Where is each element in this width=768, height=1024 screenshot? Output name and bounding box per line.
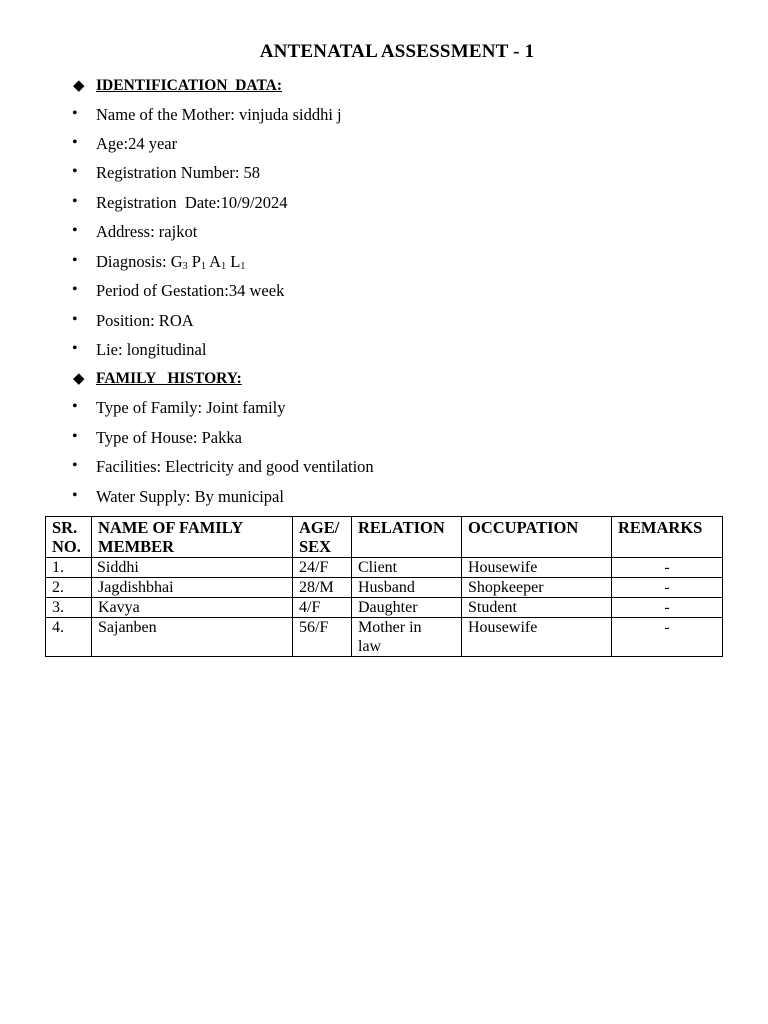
identification-heading: IDENTIFICATION DATA: bbox=[96, 77, 283, 94]
diagnosis bbox=[96, 252, 245, 272]
header-sr-line2: NO. bbox=[52, 537, 81, 556]
relation-line1: Mother in bbox=[358, 619, 422, 636]
cell-sr: 1. bbox=[46, 558, 92, 578]
bullet-icon: • bbox=[72, 398, 78, 415]
table-row bbox=[46, 558, 723, 578]
bullet-icon: • bbox=[72, 134, 78, 151]
cell-occupation: Housewife bbox=[462, 558, 612, 578]
header-occupation: OCCUPATION bbox=[462, 517, 612, 558]
address: Address: rajkot bbox=[96, 222, 198, 241]
living-letter: L bbox=[230, 252, 241, 271]
header-age-sex bbox=[293, 517, 352, 558]
age: Age:24 year bbox=[96, 134, 178, 153]
abortion-letter: A bbox=[209, 252, 222, 271]
cell-age-sex: 56/F bbox=[293, 618, 352, 657]
cell-relation bbox=[352, 618, 462, 657]
cell-occupation: Housewife bbox=[462, 618, 612, 657]
header-name bbox=[92, 517, 293, 558]
bullet-icon: • bbox=[72, 487, 78, 504]
water-supply: Water Supply: By municipal bbox=[96, 487, 284, 506]
bullet-icon: • bbox=[72, 428, 78, 445]
position: Position: ROA bbox=[96, 311, 194, 330]
lie: Lie: longitudinal bbox=[96, 340, 207, 359]
header-name-line1: NAME OF FAMILY bbox=[98, 518, 244, 537]
cell-sr: 4. bbox=[46, 618, 92, 657]
bullet-icon: • bbox=[72, 222, 78, 239]
table-header-row bbox=[46, 517, 723, 558]
bullet-icon: • bbox=[72, 281, 78, 298]
gravida-letter: G bbox=[170, 252, 183, 271]
bullet-icon: • bbox=[72, 163, 78, 180]
diamond-bullet-icon: ◆ bbox=[73, 371, 85, 387]
cell-name: Jagdishbhai bbox=[92, 578, 293, 598]
family-members-table bbox=[45, 516, 723, 657]
type-of-family: Type of Family: Joint family bbox=[96, 398, 286, 417]
mother-name: Name of the Mother: vinjuda siddhi j bbox=[96, 105, 342, 124]
bullet-icon: • bbox=[72, 105, 78, 122]
header-age-line1: AGE/ bbox=[299, 518, 340, 537]
cell-relation: Daughter bbox=[352, 598, 462, 618]
cell-name: Kavya bbox=[92, 598, 293, 618]
table-row bbox=[46, 578, 723, 598]
header-sr-line1: SR. bbox=[52, 518, 78, 537]
header-age-line2: SEX bbox=[299, 537, 332, 556]
cell-remarks: - bbox=[612, 618, 723, 657]
header-name-line2: MEMBER bbox=[98, 537, 175, 556]
table-row bbox=[46, 598, 723, 618]
para-count: 1 bbox=[200, 261, 206, 272]
bullet-icon: • bbox=[72, 340, 78, 357]
table-row bbox=[46, 618, 723, 657]
cell-remarks: - bbox=[612, 558, 723, 578]
cell-age-sex: 4/F bbox=[293, 598, 352, 618]
living-count: 1 bbox=[240, 261, 246, 272]
bullet-icon: • bbox=[72, 193, 78, 210]
header-sr-no bbox=[46, 517, 92, 558]
cell-name: Sajanben bbox=[92, 618, 293, 657]
cell-age-sex: 28/M bbox=[293, 578, 352, 598]
abortion-count: 1 bbox=[221, 261, 227, 272]
cell-sr: 2. bbox=[46, 578, 92, 598]
bullet-icon: • bbox=[72, 252, 78, 269]
cell-sr: 3. bbox=[46, 598, 92, 618]
facilities: Facilities: Electricity and good ventilation bbox=[96, 457, 374, 476]
bullet-icon: • bbox=[72, 311, 78, 328]
gestation-period: Period of Gestation:34 week bbox=[96, 281, 285, 300]
cell-occupation: Student bbox=[462, 598, 612, 618]
family-history-heading: FAMILY HISTORY: bbox=[96, 370, 242, 387]
cell-occupation: Shopkeeper bbox=[462, 578, 612, 598]
type-of-house: Type of House: Pakka bbox=[96, 428, 242, 447]
cell-relation: Husband bbox=[352, 578, 462, 598]
diagnosis-label: Diagnosis: bbox=[96, 252, 171, 271]
cell-age-sex: 24/F bbox=[293, 558, 352, 578]
document-title: ANTENATAL ASSESSMENT - 1 bbox=[259, 41, 535, 62]
header-remarks: REMARKS bbox=[612, 517, 723, 558]
cell-remarks: - bbox=[612, 578, 723, 598]
gravida-count: 3 bbox=[182, 261, 188, 272]
relation-line2: law bbox=[358, 638, 382, 655]
header-relation: RELATION bbox=[352, 517, 462, 558]
bullet-icon: • bbox=[72, 457, 78, 474]
registration-date: Registration Date:10/9/2024 bbox=[96, 193, 288, 212]
diamond-bullet-icon: ◆ bbox=[73, 78, 85, 94]
cell-remarks: - bbox=[612, 598, 723, 618]
para-letter: P bbox=[191, 252, 201, 271]
cell-relation: Client bbox=[352, 558, 462, 578]
registration-number: Registration Number: 58 bbox=[96, 163, 261, 182]
cell-name: Siddhi bbox=[92, 558, 293, 578]
